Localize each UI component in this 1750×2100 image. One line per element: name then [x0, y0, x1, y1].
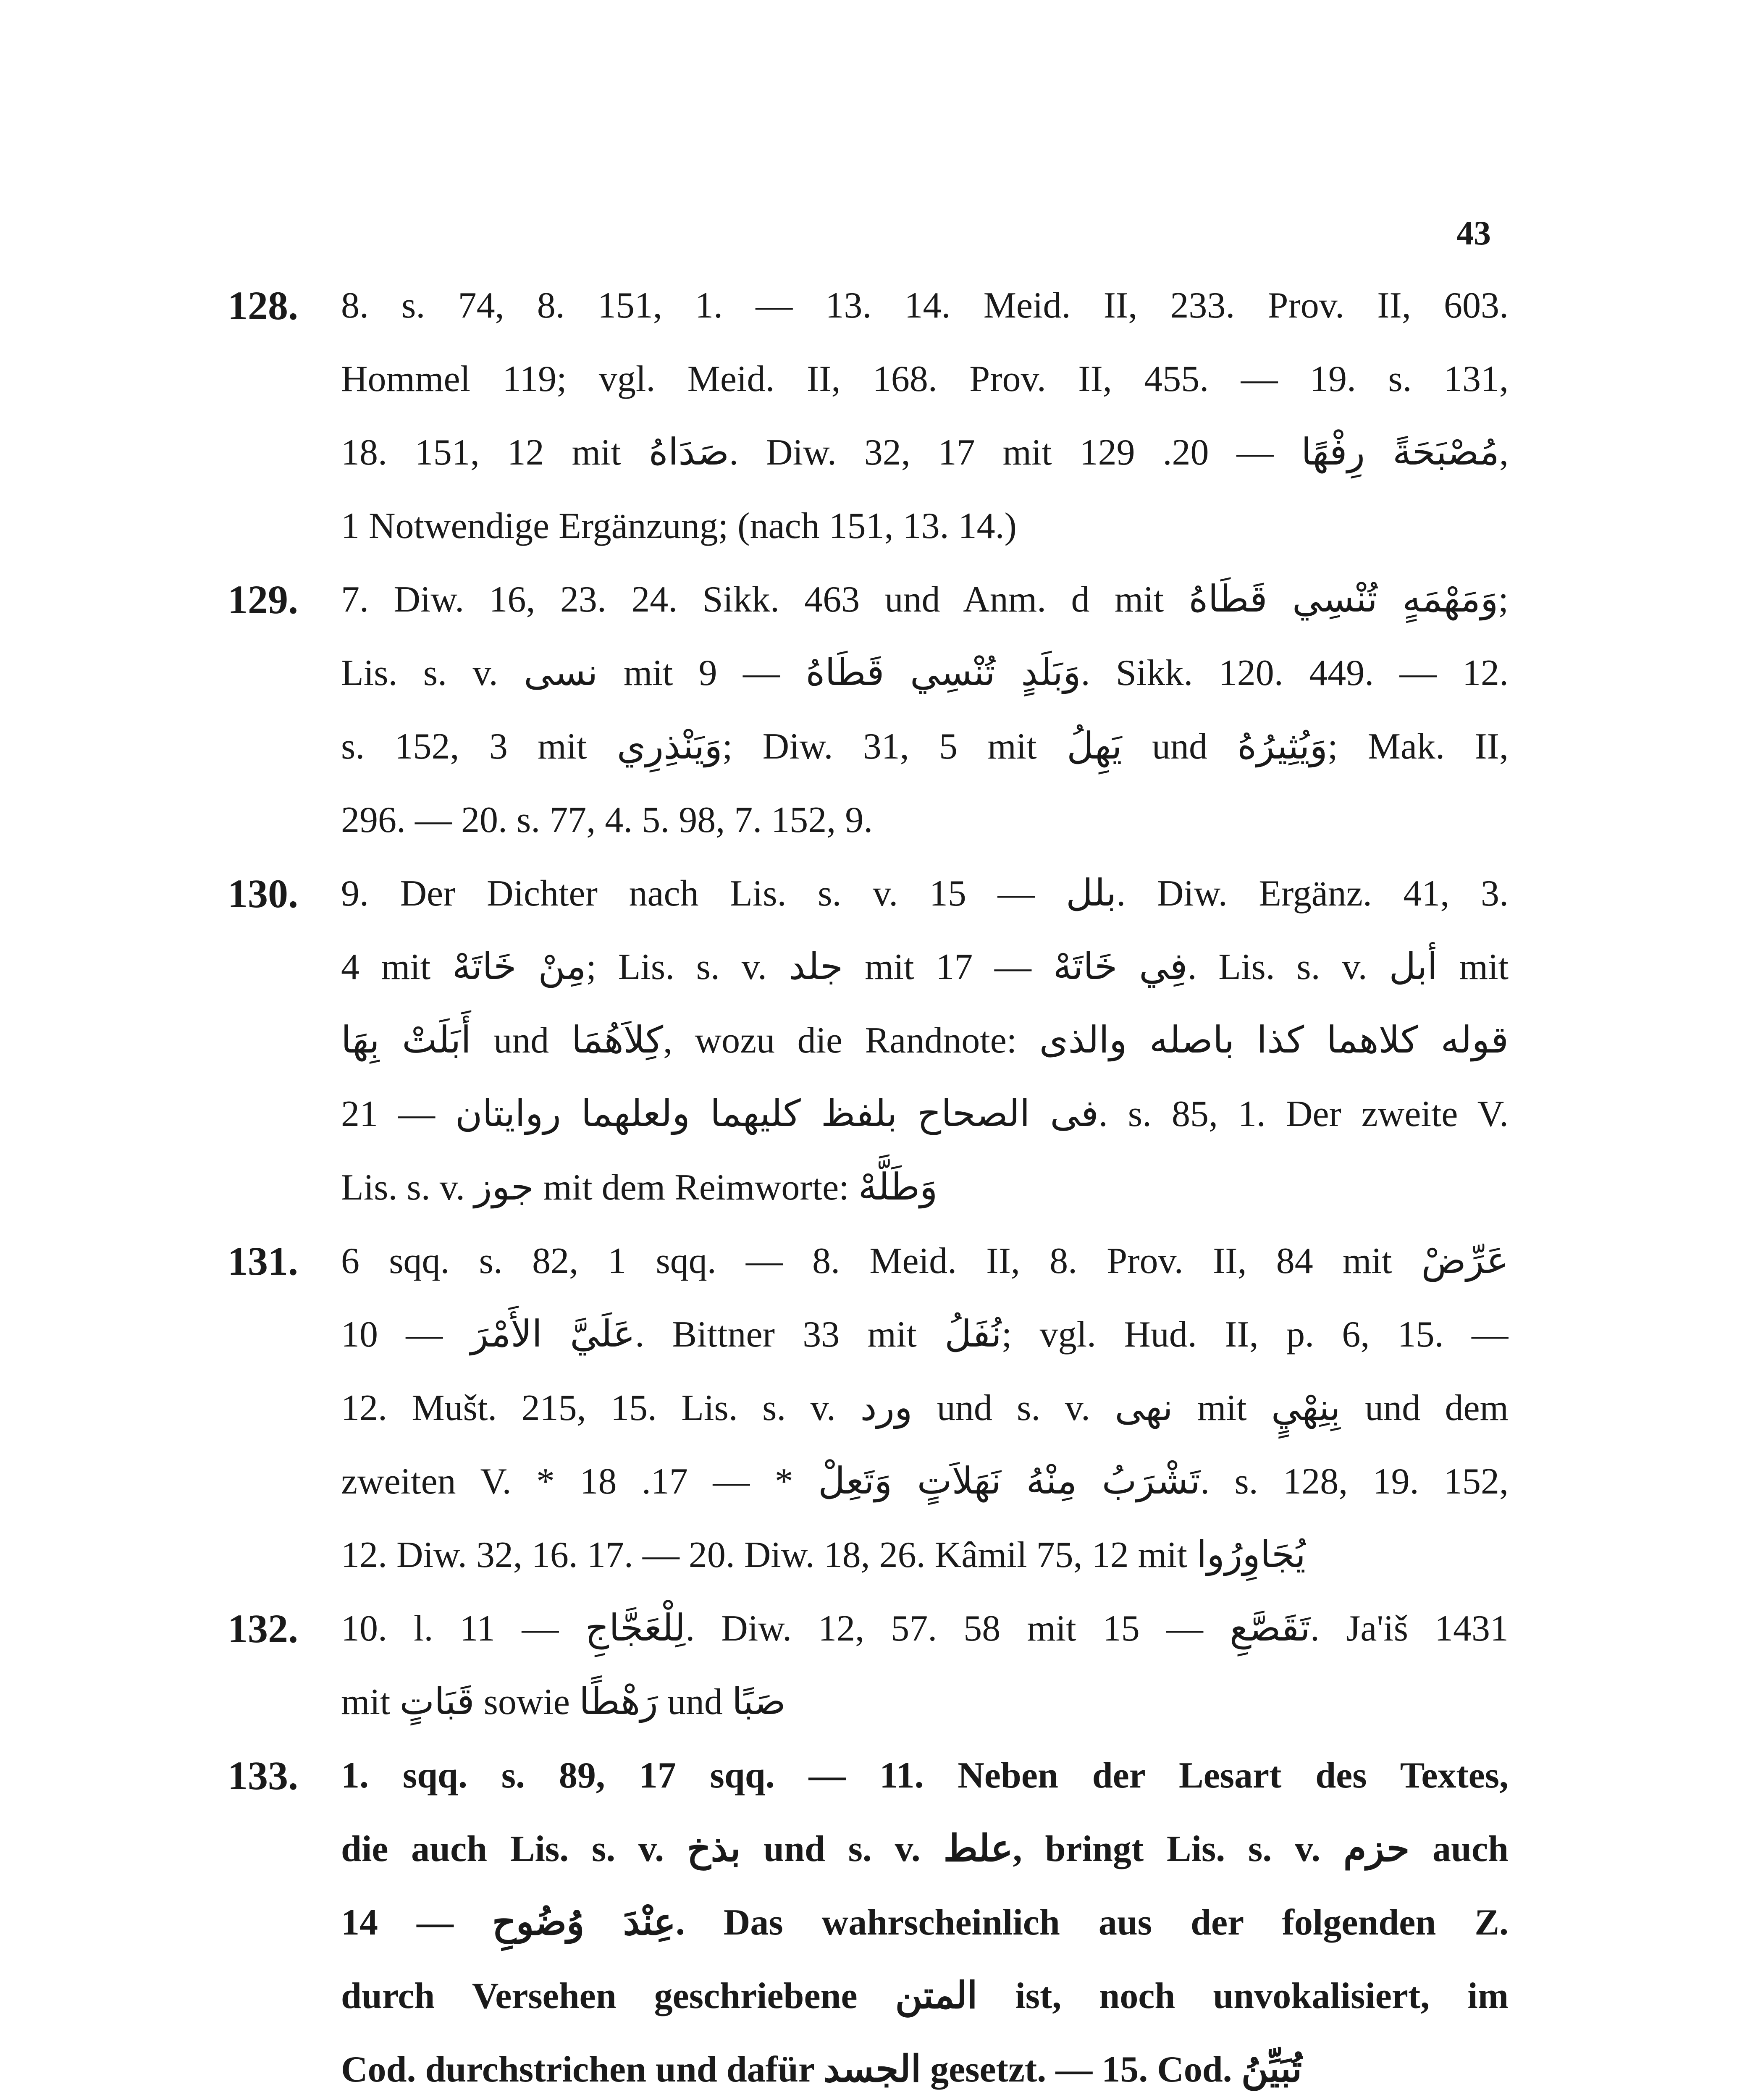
entry-number: 130. — [228, 871, 298, 916]
text-line: Hommel 119; vgl. Meid. II, 168. Prov. II, 455. — 19. s. 131, — [341, 359, 1509, 399]
text-line: 12. Mušt. 215, 15. Lis. s. v. ورد und s. v. نهى mit بِنِهْيٍ und dem — [341, 1388, 1509, 1428]
text-line: Lis. s. v. نسى mit وَبَلَدٍ تُنْسِي قَطَاهُ — 9. Sikk. 120. 449. — 12. — [341, 653, 1509, 693]
text-line: Lis. s. v. جوز mit dem Reimworte: وَطَلَّهْ — [341, 1167, 938, 1208]
entry-text — [341, 1592, 1509, 1739]
text-line: 12. Diw. 32, 16. 17. — 20. Diw. 18, 26. Kâmil 75, 12 mit يُجَاوِرُوا — [341, 1535, 1306, 1575]
text-line: s. 152, 3 mit وَيَنْذِرِي; Diw. 31, 5 mit يَهِلُ und وَيُثِيرُهُ; Mak. II, — [341, 726, 1509, 767]
text-line: 1. sqq. s. 89, 17 sqq. — 11. Neben der Lesart des Textes, — [341, 1755, 1509, 1796]
text-line: durch Versehen geschriebene المتن ist, noch unvokalisiert, im — [341, 1976, 1509, 2016]
text-line: 7. Diw. 16, 23. 24. Sikk. 463 und Anm. d mit وَمَهْمَهٍ تُنْسِي قَطَاهُ; — [341, 579, 1509, 620]
entry-text — [341, 269, 1509, 563]
entry-number: 131. — [228, 1239, 298, 1284]
entry-number: 129. — [228, 577, 298, 622]
text-line: 6 sqq. s. 82, 1 sqq. — 8. Meid. II, 8. Prov. II, 84 mit عَرِّضْ — [341, 1241, 1509, 1281]
entry-number: 133. — [228, 1753, 298, 1798]
entry-text — [341, 857, 1509, 1224]
text-line: mit قَبَاتٍ sowie رَهْطًا und صَبًا — [341, 1682, 786, 1722]
text-line: zweiten V. * تَشْرَبُ مِنْهُ نَهَلاَتٍ وَتَعِلْ * — 17. 18. s. 128, 19. 152, — [341, 1461, 1509, 1502]
text-line: 9. Der Dichter nach Lis. s. v. بلل — 15. Diw. Ergänz. 41, 3. — [341, 873, 1509, 914]
text-line: 4 mit مِنْ خَاتَهْ; Lis. s. v. جلد mit فِي خَاتَهْ — 17. Lis. s. v. أبل mit — [341, 947, 1509, 987]
text-line: عِنْدَ وُضُوحِ — 14. Das wahrscheinlich aus der folgenden Z. — [341, 1902, 1509, 1943]
entry-text — [341, 1224, 1509, 1592]
entry-text — [341, 563, 1509, 857]
text-line: أَبَلَتْ بِهَا und كِلاَهُمَا, wozu die Randnote: قوله كلاهما كذا باصله والذى — [341, 1020, 1509, 1061]
page-number: 43 — [1456, 214, 1491, 252]
text-line: 18. 151, 12 mit صَدَاهُ. Diw. 32, 17 mit مُصْبَحَةً رِفْهًا — 20. 129, — [341, 432, 1509, 473]
text-line: 8. s. 74, 8. 151, 1. — 13. 14. Meid. II, 233. Prov. II, 603. — [341, 285, 1509, 326]
text-line: 10. l. لِلْعَجَّاجِ — 11. Diw. 12, 57. 58 mit تَقَصَّعِ — 15. Ja'iš 1431 — [341, 1608, 1509, 1649]
text-line: 296. — 20. s. 77, 4. 5. 98, 7. 152, 9. — [341, 800, 873, 840]
text-line: فى الصحاح بلفظ كليهما ولعلهما روايتان — 21. s. 85, 1. Der zweite V. — [341, 1094, 1509, 1134]
entry-number: 132. — [228, 1606, 298, 1651]
text-line: Cod. durchstrichen und dafür الجسد gesetzt. — 15. Cod. تُبَيِّنُ — [341, 2049, 1302, 2090]
entry-text — [341, 1739, 1509, 2100]
text-line: عَلَيَّ الأَمْرَ — 10. Bittner 33 mit نُفَلُ; vgl. Hud. II, p. 6, 15. — — [341, 1314, 1509, 1355]
entry-number: 128. — [228, 283, 298, 328]
text-line: 1 Notwendige Ergänzung; (nach 151, 13. 14.) — [341, 506, 1017, 546]
text-line: die auch Lis. s. v. بذخ und s. v. علط, bringt Lis. s. v. حزم auch — [341, 1829, 1509, 1869]
